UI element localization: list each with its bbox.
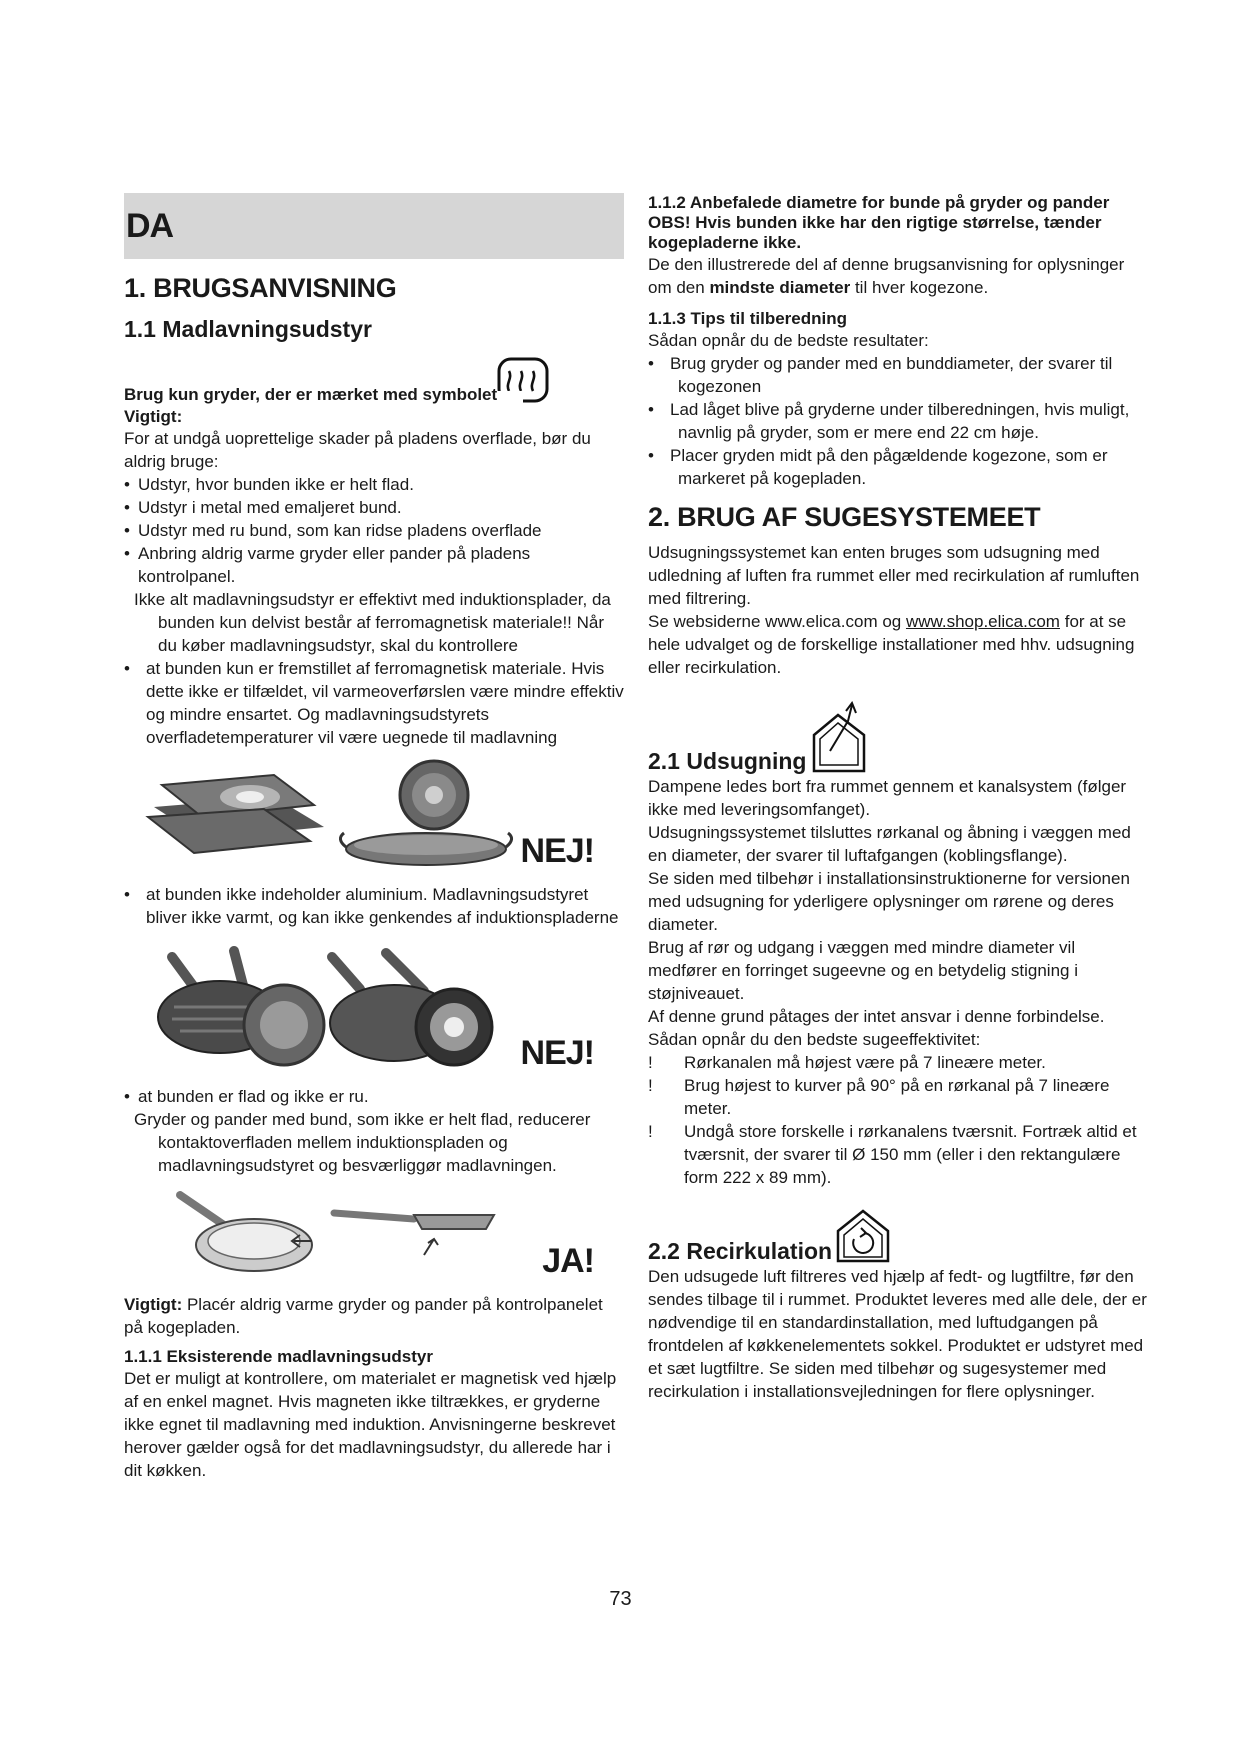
grill-and-paella-pans-icon bbox=[124, 757, 544, 875]
induction-symbol-row bbox=[124, 353, 624, 407]
web-text bbox=[648, 610, 1148, 679]
section-title-2-2: 2.2 Recirkulation bbox=[648, 1238, 833, 1264]
important-2-label: Vigtigt: bbox=[124, 1295, 183, 1314]
extraction-p1: Dampene ledes bort fra rummet gennem et kanalsystem (følger ikke med leveringsomfanget). bbox=[648, 777, 1127, 819]
extraction-p2: Udsugningssystemet tilsluttes rørkanal og åbning i væggen med en diameter, der svarer til luftafgangen (koblingsflange). bbox=[648, 823, 1131, 865]
right-column bbox=[648, 193, 1148, 1403]
flat-note: Gryder og pander med bund, som ikke er helt flad, reducerer kontaktoverfladen mellem induktionspladen og madlavningsudstyret og besværliggør madlavningen. bbox=[134, 1110, 591, 1175]
important-label: Vigtigt: bbox=[124, 407, 183, 426]
ferro-list bbox=[124, 657, 624, 749]
list-item: • Brug gryder og pander med en bunddiameter, der svarer til kogezonen bbox=[656, 352, 1148, 398]
exclamation-item bbox=[648, 1051, 1148, 1074]
alu-list bbox=[124, 883, 624, 929]
exclamation-mark: ! bbox=[648, 1122, 653, 1141]
recirculation-house-icon bbox=[834, 1207, 892, 1265]
symbol-line: Brug kun gryder, der er mærket med symbolet bbox=[124, 385, 498, 404]
left-column bbox=[124, 193, 624, 1482]
web-text-start: Se websiderne www.elica.com og bbox=[648, 612, 902, 631]
shop-link[interactable]: www.shop.elica.com bbox=[905, 612, 1060, 631]
obs-warning: OBS! Hvis bunden ikke har den rigtige størrelse, tænder kogepladerne ikke. bbox=[648, 213, 1102, 252]
recirculation-heading-row bbox=[648, 1207, 1148, 1265]
language-bar bbox=[124, 193, 624, 259]
diameter-text bbox=[648, 253, 1148, 299]
section-title-1-1-2: 1.1.2 Anbefalede diametre for bunde på gryder og pander bbox=[648, 193, 1110, 212]
extraction-p5: Af denne grund påtages der intet ansvar i denne forbindelse. bbox=[648, 1007, 1105, 1026]
section-title-2-1: 2.1 Udsugning bbox=[648, 748, 807, 774]
flat-list bbox=[124, 1085, 624, 1108]
important-2 bbox=[124, 1293, 624, 1339]
list-item: • Udstyr med ru bund, som kan ridse pladens overflade bbox=[124, 519, 624, 542]
diameter-text-end: til hver kogezone. bbox=[854, 278, 989, 297]
list-item: • Udstyr i metal med emaljeret bund. bbox=[124, 496, 624, 519]
section-title-2: 2. BRUG AF SUGESYSTEMEET bbox=[648, 502, 1041, 532]
extraction-p6: Sådan opnår du den bedste sugeeffektivitet: bbox=[648, 1030, 981, 1049]
diameter-text-start: De den illustrerede del af denne brugsanvisning for oplysninger om den bbox=[648, 255, 1125, 297]
important-2-text: Placér aldrig varme gryder og pander på kontrolpanelet på kogepladen. bbox=[124, 1295, 603, 1337]
verdict-yes: JA! bbox=[542, 1242, 594, 1280]
exclamation-item bbox=[648, 1074, 1148, 1120]
induction-coil-icon bbox=[493, 353, 555, 407]
existing-text: Det er muligt at kontrollere, om materialet er magnetisk ved hjælp af en enkel magnet. Hvis magneten ikke tiltrækkes, er gryderne ikke egnet til madlavning med induktion. Anvisningerne beskrevet herover gælder også for det madlavningsudstyr, du allerede har i dit køkken. bbox=[124, 1369, 617, 1480]
avoid-list bbox=[124, 473, 624, 588]
section-title-1-1-1: 1.1.1 Eksisterende madlavningsudstyr bbox=[124, 1347, 433, 1366]
tips-intro: Sådan opnår du de bedste resultater: bbox=[648, 331, 929, 350]
exclamation-text: Undgå store forskelle i rørkanalens tværsnit. Fortræk altid et tværsnit, der svarer til Ø 150 mm (eller i den rektangulære form 222 x 89 mm). bbox=[684, 1122, 1137, 1187]
verdict-no-1: NEJ! bbox=[520, 832, 594, 870]
list-item: • Lad låget blive på gryderne under tilberedningen, hvis muligt, navnlig på gryder, som er mere end 22 cm høje. bbox=[656, 398, 1148, 444]
extraction-p4: Brug af rør og udgang i væggen med mindre diameter vil medfører en forringet sugeevne og en betydelig stigning i støjniveauet. bbox=[648, 938, 1078, 1003]
verdict-no-2: NEJ! bbox=[520, 1034, 594, 1072]
web-text-end: for at se hele udvalget og de forskellige installationer med hhv. udsugning eller recirkulation. bbox=[648, 612, 1135, 677]
aluminium-pans-icon bbox=[124, 937, 544, 1077]
flat-pans-icon bbox=[124, 1185, 544, 1285]
list-item: • Anbring aldrig varme gryder eller pander på pladens kontrolpanel. bbox=[124, 542, 624, 588]
exclamation-text: Brug højest to kurver på 90° på en rørkanal på 7 lineære meter. bbox=[684, 1076, 1110, 1118]
list-item: • Udstyr, hvor bunden ikke er helt flad. bbox=[124, 473, 624, 496]
section-title-1-1: 1.1 Madlavningsudstyr bbox=[124, 316, 372, 342]
list-item: • Placer gryden midt på den pågældende kogezone, som er markeret på kogepladen. bbox=[656, 444, 1148, 490]
exclamation-mark: ! bbox=[648, 1076, 653, 1095]
page-number: 73 bbox=[609, 1588, 632, 1610]
extraction-p3: Se siden med tilbehør i installationsinstruktionerne for versionen med udsugning for yderligere oplysninger om rørene og deres diameter. bbox=[648, 869, 1130, 934]
intro-text: For at undgå uoprettelige skader på pladens overflade, bør du aldrig bruge: bbox=[124, 429, 591, 471]
diameter-text-bold: mindste diameter bbox=[709, 278, 851, 297]
section-title-1-1-3: 1.1.3 Tips til tilberedning bbox=[648, 309, 848, 328]
cookware-image-1 bbox=[124, 757, 624, 875]
cookware-image-2 bbox=[124, 937, 624, 1077]
system-text: Udsugningssystemet kan enten bruges som udsugning med udledning af luften fra rummet eller med recirkulation af rumluften med filtrering. bbox=[648, 543, 1140, 608]
extraction-heading-row bbox=[648, 701, 1148, 775]
cookware-image-3 bbox=[124, 1185, 624, 1285]
extraction-house-icon bbox=[808, 701, 872, 775]
exclamation-text: Rørkanalen må højest være på 7 lineære meter. bbox=[684, 1053, 1046, 1072]
list-item: • at bunden kun er fremstillet af ferromagnetisk materiale. Hvis dette ikke er tilfældet, vil varmeoverførslen være mindre effektiv og mindre ensartet. Og madlavningsudstyrets overfladetemperaturer vil være uegnede til madlavning bbox=[124, 657, 624, 749]
induction-note: Ikke alt madlavningsudstyr er effektivt med induktionsplader, da bunden kun delvist består af ferromagnetisk materiale!! Når du køber madlavningsudstyr, skal du kontrollere bbox=[134, 590, 611, 655]
language-tag: DA bbox=[126, 207, 174, 245]
tips-list bbox=[648, 352, 1148, 490]
list-item: • at bunden er flad og ikke er ru. bbox=[124, 1085, 624, 1108]
exclamation-mark: ! bbox=[648, 1053, 653, 1072]
recirculation-text: Den udsugede luft filtreres ved hjælp af fedt- og lugtfiltre, før den sendes tilbage til i rummet. Produktet leveres med alle dele, der er nødvendige til en standardinstallation, med luftudgangen på frontdelen af køkkenelementets sokkel. Produktet er udstyret med et sæt lugtfiltre. Se siden med tilbehør og sugesystemer med recirkulation i installationsvejledningen for flere oplysninger. bbox=[648, 1267, 1147, 1401]
exclamation-item bbox=[648, 1120, 1148, 1189]
section-title-1: 1. BRUGSANVISNING bbox=[124, 273, 397, 303]
list-item: • at bunden ikke indeholder aluminium. Madlavningsudstyret bliver ikke varmt, og kan ikke genkendes af induktionspladerne bbox=[124, 883, 624, 929]
